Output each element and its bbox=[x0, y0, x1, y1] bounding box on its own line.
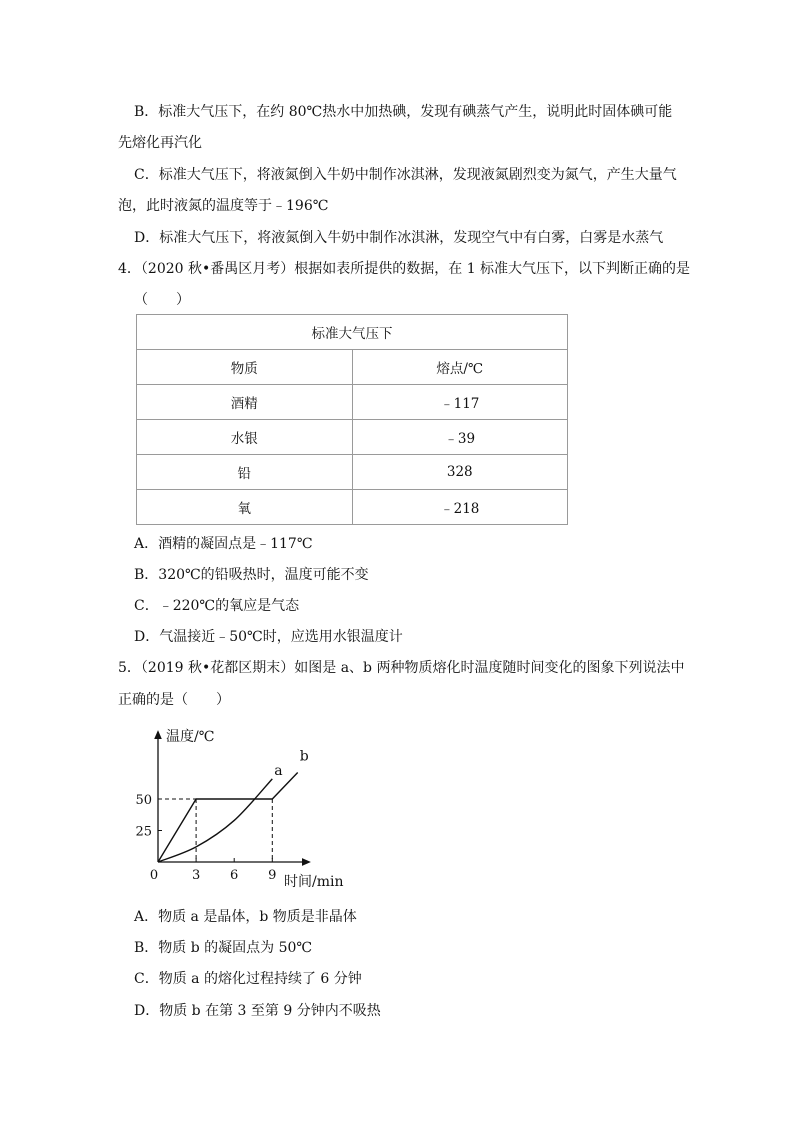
x-tick-label: 6 bbox=[230, 868, 239, 883]
x-tick-label: 9 bbox=[268, 868, 277, 883]
series-a-line bbox=[158, 779, 272, 862]
chart-axes bbox=[158, 734, 307, 862]
y-tick-label: 50 bbox=[135, 793, 152, 808]
q5-option-a: A．物质 a 是晶体，b 物质是非晶体 bbox=[134, 909, 357, 925]
q4-option-b: B．320℃的铅吸热时，温度可能不变 bbox=[134, 567, 369, 583]
table-cell: ﹣218 bbox=[352, 490, 568, 525]
option-d: D．标准大气压下，将液氮倒入牛奶中制作冰淇淋，发现空气中有白雾，白雾是水蒸气 bbox=[134, 230, 664, 246]
x-tick-label: 3 bbox=[191, 868, 201, 883]
q4-option-a: A．酒精的凝固点是﹣117℃ bbox=[134, 536, 313, 552]
dashed-guides bbox=[158, 799, 272, 862]
table-cell: 酒精 bbox=[137, 385, 353, 420]
table-cell: 氧 bbox=[137, 490, 353, 525]
q4-stem-line2: （ ） bbox=[134, 292, 190, 308]
option-b-line2: 先熔化再汽化 bbox=[118, 135, 202, 151]
table-cell: ﹣117 bbox=[352, 385, 568, 420]
option-c-line1: C．标准大气压下，将液氮倒入牛奶中制作冰淇淋，发现液氮剧烈变为氮气，产生大量气 bbox=[134, 167, 677, 183]
option-c-line2: 泡，此时液氮的温度等于﹣196℃ bbox=[118, 198, 329, 214]
table-cell: 铅 bbox=[137, 455, 353, 490]
q5-option-c: C．物质 a 的熔化过程持续了 6 分钟 bbox=[134, 971, 362, 987]
header-melting-point: 熔点/℃ bbox=[352, 350, 568, 385]
table-caption: 标准大气压下 bbox=[137, 315, 568, 350]
x-axis-label: 时间/min bbox=[284, 874, 344, 890]
y-tick-label: 25 bbox=[135, 824, 152, 840]
series-b-label: b bbox=[299, 748, 309, 765]
header-substance: 物质 bbox=[137, 350, 353, 385]
q5-stem-line2: 正确的是（ ） bbox=[118, 692, 230, 708]
table-cell: 水银 bbox=[137, 420, 353, 455]
q4-stem-line1: 4．（2020 秋•番禺区月考）根据如表所提供的数据，在 1 标准大气压下，以下判断正确的是 bbox=[118, 261, 691, 277]
q5-option-d: D．物质 b 在第 3 至第 9 分钟内不吸热 bbox=[134, 1003, 381, 1019]
axis-ticks bbox=[135, 793, 276, 883]
series-a-label: a bbox=[274, 762, 283, 779]
series-b-line bbox=[158, 773, 298, 862]
table-cell: 328 bbox=[352, 455, 568, 490]
q4-option-d: D．气温接近﹣50℃时，应选用水银温度计 bbox=[134, 629, 403, 645]
x-tick-label: 0 bbox=[149, 868, 159, 883]
table-cell: ﹣39 bbox=[352, 420, 568, 455]
chart-series bbox=[158, 749, 309, 862]
q5-option-b: B．物质 b 的凝固点为 50℃ bbox=[134, 940, 313, 956]
q5-stem-line1: 5．（2019 秋•花都区期末）如图是 a、b 两种物质熔化时温度随时间变化的图象下列说法中 bbox=[118, 660, 685, 676]
option-b-line1: B．标准大气压下，在约 80℃热水中加热碘，发现有碘蒸气产生，说明此时固体碘可能 bbox=[134, 104, 673, 120]
q4-option-c: C．﹣220℃的氧应是气态 bbox=[134, 598, 300, 614]
y-axis-label: 温度/℃ bbox=[166, 729, 215, 745]
